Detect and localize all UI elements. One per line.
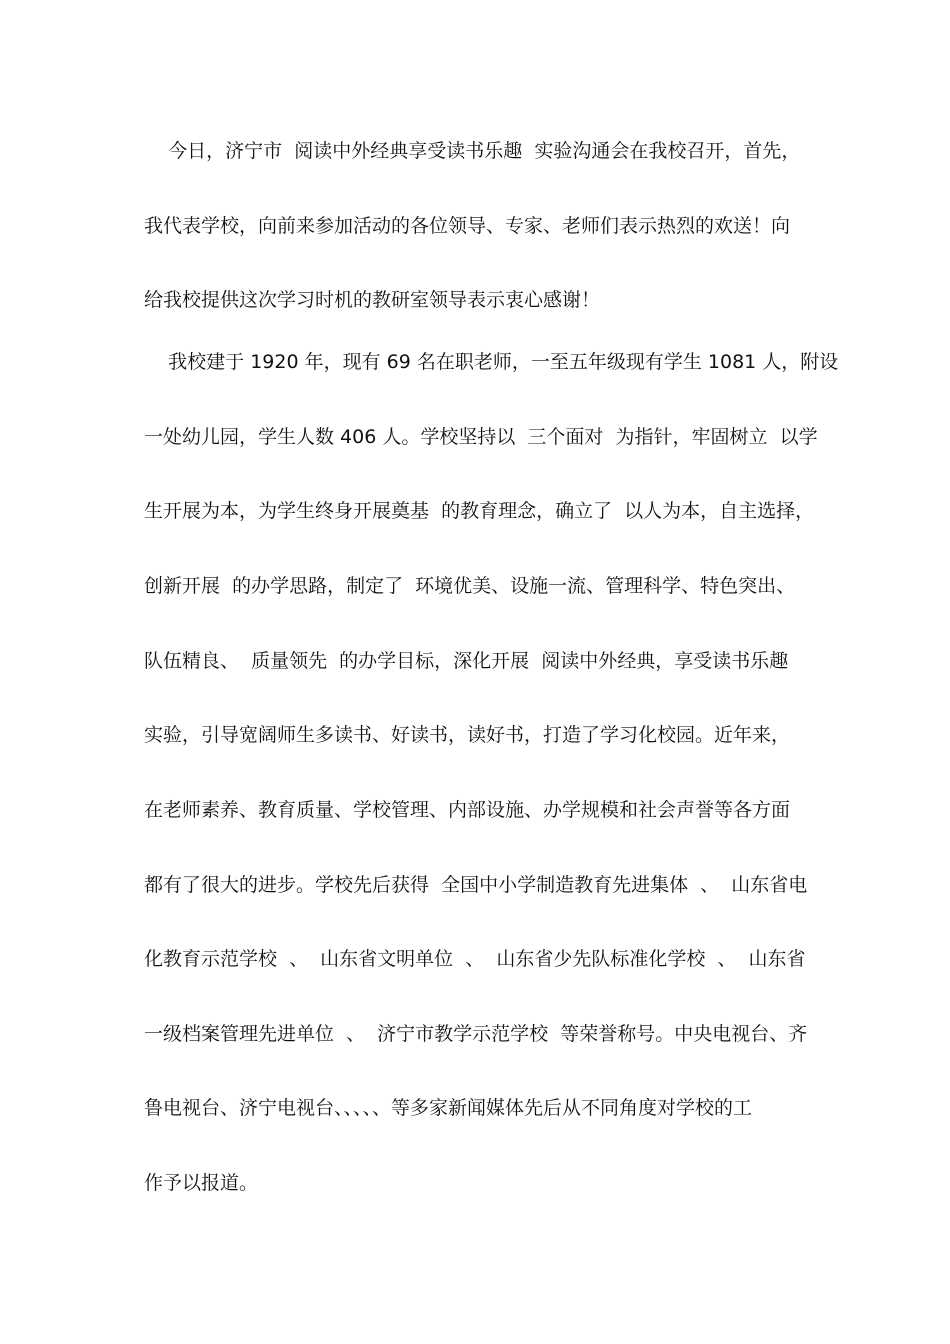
paragraph-2-line-2: 一处幼儿园，学生人数 406 人。学校坚持以 三个面对 为指针，牢固树立 以学	[144, 426, 818, 448]
paragraph-2-line-11: 鲁电视台、济宁电视台、、、、、等多家新闻媒体先后从不同角度对学校的工	[144, 1097, 753, 1119]
paragraph-2-line-4: 创新开展 的办学思路，制定了 环境优美、设施一流、管理科学、特色突出、	[144, 575, 796, 597]
paragraph-2-line-5: 队伍精良、 质量领先 的办学目标，深化开展 阅读中外经典，享受读书乐趣	[144, 650, 789, 672]
paragraph-2-line-7: 在老师素养、教育质量、学校管理、内部设施、办学规模和社会声誉等各方面	[144, 799, 791, 821]
paragraph-1-line-3: 给我校提供这次学习时机的教研室领导表示衷心感谢！	[144, 289, 601, 311]
paragraph-2-line-8: 都有了很大的进步。学校先后获得 全国中小学制造教育先进集体 、 山东省电	[144, 874, 808, 896]
paragraph-2-line-12: 作予以报道。	[144, 1172, 259, 1194]
paragraph-2-line-1: 我校建于 1920 年，现有 69 名在职老师，一至五年级现有学生 1081 人，附设	[144, 351, 839, 373]
paragraph-2-line-10: 一级档案管理先进单位 、 济宁市教学示范学校 等荣誉称号。中央电视台、齐	[144, 1023, 808, 1045]
paragraph-1-line-2: 我代表学校，向前来参加活动的各位领导、专家、老师们表示热烈的欢送！向	[144, 215, 791, 237]
paragraph-1-line-1: 今日，济宁市 阅读中外经典享受读书乐趣 实验沟通会在我校召开，首先，	[144, 140, 801, 162]
paragraph-2-line-9: 化教育示范学校 、 山东省文明单位 、 山东省少先队标准化学校 、 山东省	[144, 948, 806, 970]
paragraph-2-line-3: 生开展为本，为学生终身开展奠基 的教育理念，确立了 以人为本，自主选择，	[144, 500, 815, 522]
paragraph-2-line-6: 实验，引导宽阔师生多读书、好读书，读好书，打造了学习化校园。近年来，	[144, 724, 791, 746]
